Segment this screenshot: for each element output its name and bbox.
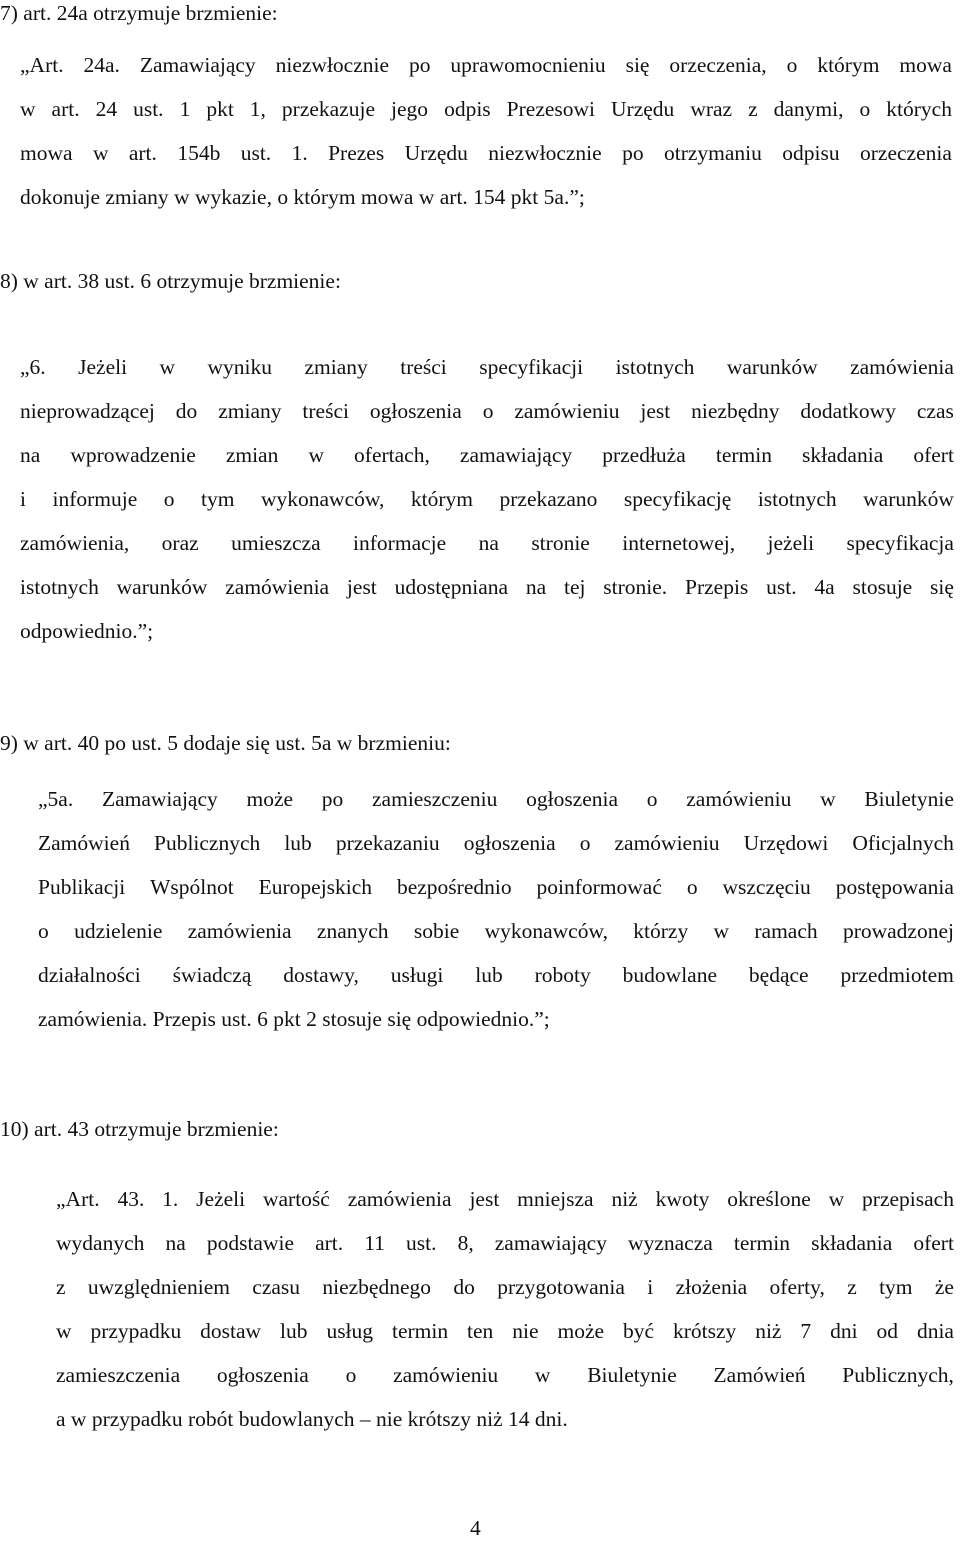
- word: Publicznych: [153, 831, 261, 855]
- word: termin: [733, 1231, 790, 1255]
- word: bezpośrednio: [396, 875, 512, 899]
- word: 154b: [177, 141, 221, 165]
- word: zmiany: [304, 355, 368, 379]
- item-10-line-2: [56, 1230, 954, 1256]
- word: zamówieniu: [514, 399, 620, 423]
- word: niż: [611, 1187, 638, 1211]
- word: po: [408, 53, 431, 77]
- word: Publicznych,: [842, 1363, 954, 1387]
- word: zamawiający: [494, 1231, 607, 1255]
- word: do: [453, 1275, 475, 1299]
- word: zamówienia,: [20, 531, 130, 555]
- word: kwoty: [655, 1187, 710, 1211]
- word: w: [828, 1187, 845, 1211]
- word: wyznacza: [628, 1231, 713, 1255]
- word: istotnych: [615, 355, 695, 379]
- word: specyfikacja: [846, 531, 954, 555]
- word: mowa: [899, 53, 952, 77]
- item-8-line-1: [20, 354, 954, 380]
- word: stronie: [531, 531, 590, 555]
- word: przekazaniu: [335, 831, 440, 855]
- word: o: [686, 875, 698, 899]
- word: przedmiotem: [840, 963, 954, 987]
- word: znanych: [316, 919, 389, 943]
- word: Przepis: [685, 575, 749, 599]
- word: się: [930, 575, 954, 599]
- word: że: [934, 1275, 954, 1299]
- word: ofert: [913, 443, 954, 467]
- word: świadczą: [172, 963, 252, 987]
- item-7-line-4: dokonuje zmiany w wykazie, o którym mowa w art. 154 pkt 5a.”;: [20, 185, 585, 209]
- word: ogłoszenia: [526, 787, 619, 811]
- word: zamówienia: [225, 575, 330, 599]
- word: o: [345, 1363, 357, 1387]
- word: przypadku: [90, 1319, 182, 1343]
- word: nie: [512, 1319, 539, 1343]
- word: o: [163, 487, 175, 511]
- word: tym: [879, 1275, 913, 1299]
- word: lub: [280, 1319, 308, 1343]
- item-8-heading: 8) w art. 38 ust. 6 otrzymuje brzmienie:: [0, 269, 341, 293]
- word: stronie.: [603, 575, 668, 599]
- word: roboty: [534, 963, 591, 987]
- item-10-heading: 10) art. 43 otrzymuje brzmienie:: [0, 1117, 279, 1141]
- item-10-line-1: [56, 1186, 954, 1212]
- item-9-heading: 9) w art. 40 po ust. 5 dodaje się ust. 5a w brzmieniu:: [0, 731, 451, 755]
- word: usługi: [390, 963, 444, 987]
- word: zamówieniu: [686, 787, 792, 811]
- word: czas: [916, 399, 954, 423]
- word: Zamawiający: [101, 787, 218, 811]
- word: oferty,: [769, 1275, 825, 1299]
- word: uwzględnieniem: [87, 1275, 230, 1299]
- word: Oficjalnych: [852, 831, 954, 855]
- word: z: [748, 97, 758, 121]
- word: „Art.: [20, 53, 64, 77]
- word: uprawomocnieniu: [450, 53, 606, 77]
- word: w: [534, 1363, 551, 1387]
- word: do: [175, 399, 198, 423]
- word: lub: [475, 963, 503, 987]
- item-9-line-3: [38, 874, 954, 900]
- word: stosuje: [852, 575, 913, 599]
- word: i: [647, 1275, 654, 1299]
- word: umieszcza: [231, 531, 321, 555]
- word: określone: [727, 1187, 811, 1211]
- word: zamówienia: [850, 355, 954, 379]
- word: Zamówień: [713, 1363, 806, 1387]
- word: Jeżeli: [196, 1187, 246, 1211]
- item-10-line-5: [56, 1362, 954, 1388]
- word: składania: [811, 1231, 893, 1255]
- item-10-line-4: [56, 1318, 954, 1344]
- word: mniejsza: [517, 1187, 594, 1211]
- word: z: [847, 1275, 857, 1299]
- word: „6.: [20, 355, 46, 379]
- word: o: [482, 399, 494, 423]
- word: którzy: [633, 919, 689, 943]
- word: może: [557, 1319, 605, 1343]
- word: pkt: [206, 97, 234, 121]
- word: w: [308, 443, 324, 467]
- word: zamieszczeniu: [372, 787, 498, 811]
- word: postępowania: [835, 875, 954, 899]
- word: 24a.: [83, 53, 120, 77]
- word: zmiany: [218, 399, 282, 423]
- word: niezwłocznie: [488, 141, 602, 165]
- word: poinformować: [536, 875, 662, 899]
- word: art.: [51, 97, 80, 121]
- word: przedłuża: [602, 443, 686, 467]
- word: ust.: [406, 1231, 437, 1255]
- word: ust.: [766, 575, 797, 599]
- word: 43.: [117, 1187, 145, 1211]
- word: orzeczenia: [860, 141, 952, 165]
- word: warunków: [726, 355, 818, 379]
- word: niż: [755, 1319, 782, 1343]
- word: otrzymaniu: [663, 141, 762, 165]
- word: zamieszczenia: [56, 1363, 181, 1387]
- word: o: [859, 97, 871, 121]
- word: Urzędowi: [743, 831, 829, 855]
- word: udzielenie: [74, 919, 163, 943]
- word: wraz: [690, 97, 733, 121]
- word: których: [886, 97, 952, 121]
- word: na: [478, 531, 499, 555]
- word: ogłoszenia: [463, 831, 556, 855]
- word: działalności: [38, 963, 141, 987]
- word: orzeczenia,: [669, 53, 767, 77]
- word: Publikacji: [38, 875, 126, 899]
- word: treści: [400, 355, 447, 379]
- item-9-line-1: [38, 786, 954, 812]
- word: ofertach,: [354, 443, 430, 467]
- word: informacje: [353, 531, 447, 555]
- item-10-line-6: a w przypadku robót budowlanych – nie krótszy niż 14 dni.: [56, 1407, 568, 1431]
- word: po: [622, 141, 644, 165]
- word: udostępniana: [394, 575, 509, 599]
- word: w: [20, 97, 36, 121]
- word: wykonawców,: [484, 919, 608, 943]
- word: po: [321, 787, 344, 811]
- word: istotnych: [757, 487, 837, 511]
- word: krótszy: [672, 1319, 737, 1343]
- word: ogłoszenia: [369, 399, 462, 423]
- word: Biuletynie: [587, 1363, 677, 1387]
- word: ramach: [754, 919, 818, 943]
- word: jest: [346, 575, 377, 599]
- word: będące: [748, 963, 809, 987]
- word: ust.: [133, 97, 164, 121]
- word: Prezesowi: [506, 97, 596, 121]
- word: 1.: [291, 141, 308, 165]
- word: Europejskich: [258, 875, 373, 899]
- word: ogłoszenia: [216, 1363, 309, 1387]
- word: 24: [95, 97, 118, 121]
- word: warunków: [863, 487, 954, 511]
- page-number: 4: [470, 1516, 481, 1540]
- word: 8,: [457, 1231, 474, 1255]
- word: odpis: [444, 97, 491, 121]
- word: termin: [391, 1319, 449, 1343]
- word: o: [38, 919, 49, 943]
- word: z: [56, 1275, 66, 1299]
- word: jest: [469, 1187, 500, 1211]
- word: być: [622, 1319, 655, 1343]
- word: zamówienia: [187, 919, 292, 943]
- word: dnia: [916, 1319, 954, 1343]
- word: dostaw: [200, 1319, 262, 1343]
- word: wykonawców,: [260, 487, 385, 511]
- item-9-line-5: [38, 962, 954, 988]
- word: treści: [302, 399, 349, 423]
- word: którym: [817, 53, 880, 77]
- word: złożenia: [675, 1275, 748, 1299]
- item-8-line-2: [20, 398, 954, 424]
- word: specyfikację: [623, 487, 732, 511]
- word: zamówieniu: [614, 831, 720, 855]
- word: jego: [391, 97, 429, 121]
- word: „Art.: [56, 1187, 100, 1211]
- word: 1.: [162, 1187, 179, 1211]
- word: dni: [830, 1319, 858, 1343]
- word: od: [876, 1319, 899, 1343]
- word: wartość: [262, 1187, 330, 1211]
- item-8-line-4: [20, 486, 954, 512]
- item-9-line-2: [38, 830, 954, 856]
- item-8-line-5: [20, 530, 954, 556]
- word: dostawy,: [283, 963, 359, 987]
- word: tym: [201, 487, 235, 511]
- word: w: [92, 141, 109, 165]
- word: tej: [563, 575, 586, 599]
- word: 7: [800, 1319, 812, 1343]
- item-9-line-4: [38, 918, 954, 944]
- word: zamówieniu: [393, 1363, 499, 1387]
- word: którym: [410, 487, 473, 511]
- word: jeżeli: [767, 531, 815, 555]
- word: dodatkowy: [800, 399, 896, 423]
- word: prowadzonej: [842, 919, 954, 943]
- word: na: [525, 575, 547, 599]
- word: może: [246, 787, 294, 811]
- word: o: [579, 831, 591, 855]
- item-8-line-6: [20, 574, 954, 600]
- item-10-line-3: [56, 1274, 954, 1300]
- word: 4a: [814, 575, 835, 599]
- word: ten: [467, 1319, 494, 1343]
- item-9-line-6: zamówienia. Przepis ust. 6 pkt 2 stosuje się odpowiednio.”;: [38, 1007, 550, 1031]
- word: specyfikacji: [479, 355, 584, 379]
- word: zamawiający: [459, 443, 573, 467]
- word: 1: [179, 97, 191, 121]
- word: Jeżeli: [78, 355, 128, 379]
- word: Prezes: [328, 141, 385, 165]
- item-8-line-3: [20, 442, 954, 468]
- word: sobie: [413, 919, 460, 943]
- word: termin: [715, 443, 772, 467]
- word: 11: [364, 1231, 385, 1255]
- word: niezbędny: [691, 399, 780, 423]
- word: danymi,: [773, 97, 844, 121]
- word: Zamawiający: [139, 53, 256, 77]
- word: budowlane: [622, 963, 718, 987]
- word: w: [713, 919, 730, 943]
- word: Biuletynie: [864, 787, 954, 811]
- word: zamówienia: [347, 1187, 452, 1211]
- word: wydanych: [56, 1231, 145, 1255]
- word: niezbędnego: [322, 1275, 432, 1299]
- word: ust.: [240, 141, 272, 165]
- word: Urzędu: [404, 141, 468, 165]
- word: art.: [315, 1231, 344, 1255]
- word: „5a.: [38, 787, 74, 811]
- word: podstawie: [206, 1231, 295, 1255]
- word: odpisu: [782, 141, 840, 165]
- word: 1,: [249, 97, 266, 121]
- word: o: [646, 787, 658, 811]
- item-7-line-2: [20, 96, 952, 122]
- word: lub: [284, 831, 312, 855]
- word: wprowadzenie: [70, 443, 196, 467]
- word: niezwłocznie: [275, 53, 390, 77]
- word: istotnych: [20, 575, 99, 599]
- word: przekazano: [499, 487, 598, 511]
- word: składania: [802, 443, 884, 467]
- word: usług: [326, 1319, 374, 1343]
- word: wszczęciu: [722, 875, 811, 899]
- word: o: [786, 53, 798, 77]
- word: warunków: [116, 575, 208, 599]
- word: przekazuje: [281, 97, 376, 121]
- word: Wspólnot: [150, 875, 234, 899]
- word: w: [820, 787, 836, 811]
- word: Urzędu: [611, 97, 675, 121]
- word: nieprowadzącej: [20, 399, 155, 423]
- word: w: [159, 355, 176, 379]
- item-8-line-7: odpowiednio.”;: [20, 619, 154, 643]
- word: oraz: [161, 531, 199, 555]
- item-7-line-1: [20, 52, 952, 78]
- word: przygotowania: [497, 1275, 625, 1299]
- item-7-heading: 7) art. 24a otrzymuje brzmienie:: [0, 1, 278, 25]
- item-7-line-3: [20, 140, 952, 166]
- word: internetowej,: [622, 531, 736, 555]
- word: informuje: [52, 487, 138, 511]
- word: czasu: [252, 1275, 301, 1299]
- word: Zamówień: [38, 831, 130, 855]
- word: na: [165, 1231, 186, 1255]
- word: wyniku: [207, 355, 273, 379]
- word: się: [625, 53, 650, 77]
- word: przepisach: [862, 1187, 954, 1211]
- word: jest: [640, 399, 671, 423]
- word: w: [56, 1319, 72, 1343]
- word: art.: [128, 141, 157, 165]
- word: ofert: [913, 1231, 954, 1255]
- word: i: [20, 487, 26, 511]
- word: zmian: [225, 443, 279, 467]
- word: mowa: [20, 141, 73, 165]
- word: na: [20, 443, 41, 467]
